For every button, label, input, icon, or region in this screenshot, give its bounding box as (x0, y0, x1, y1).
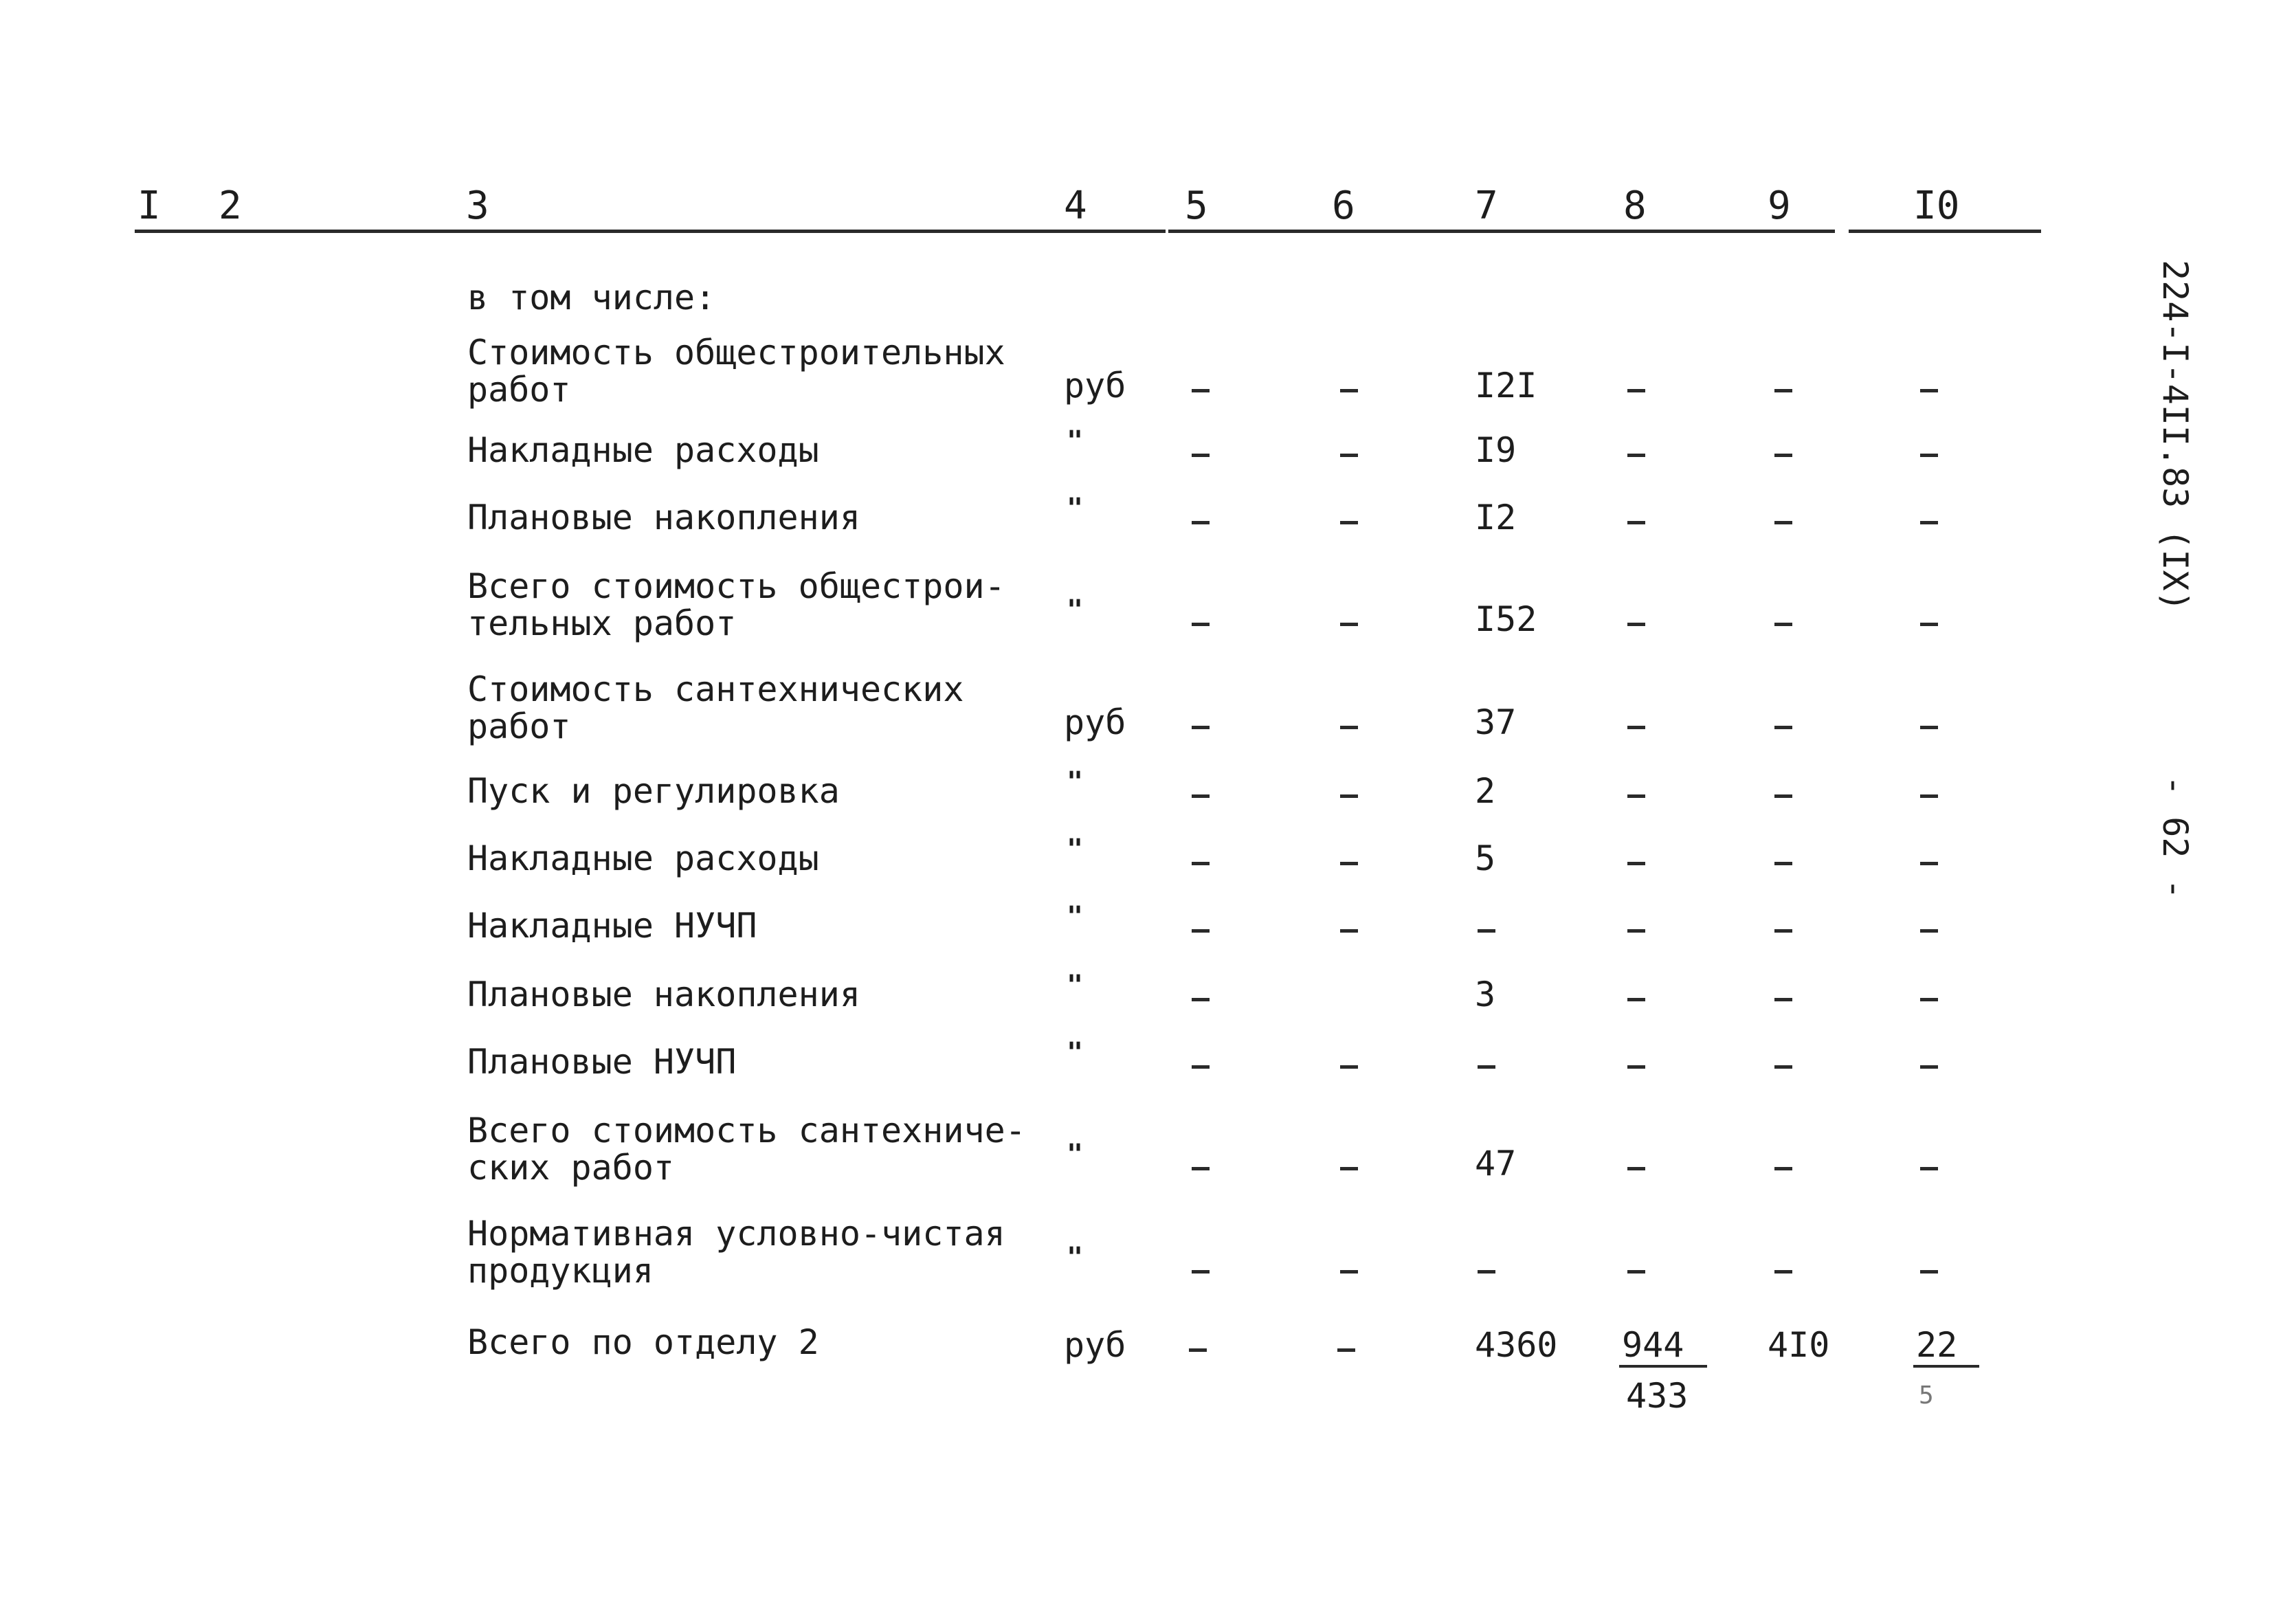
header-col-1: I (137, 183, 161, 228)
dash-mark (1192, 454, 1210, 457)
header-col-8: 8 (1623, 183, 1647, 228)
header-col-4: 4 (1064, 183, 1087, 228)
row-label: Накладные НУЧП (467, 906, 757, 946)
dash-mark (1478, 929, 1495, 933)
dash-mark (1774, 1167, 1792, 1170)
dash-mark (1627, 1065, 1645, 1069)
row-unit: руб (1064, 702, 1126, 742)
total-c8-fraction-line (1619, 1365, 1707, 1368)
row-label: Всего стоимость общестрои-тельных работ (467, 566, 1005, 643)
row-value-c7: 47 (1475, 1144, 1517, 1183)
total-c10-bottom: 5 (1919, 1381, 1934, 1410)
row-value-c7: I2I (1475, 366, 1537, 405)
dash-mark (1920, 623, 1938, 626)
row-label: Нормативная условно-чистая продукция (467, 1214, 1005, 1291)
dash-mark (1340, 929, 1358, 933)
dash-mark (1192, 794, 1210, 798)
row-unit: " (1067, 970, 1084, 1001)
header-col-9: 9 (1768, 183, 1791, 228)
page-number: - 62 - (2155, 775, 2195, 900)
total-c10-top: 22 (1916, 1325, 1958, 1365)
dash-mark (1920, 862, 1938, 865)
dash-mark (1920, 1167, 1938, 1170)
dash-mark (1340, 862, 1358, 865)
dash-mark (1920, 1065, 1938, 1069)
total-c7: 4360 (1475, 1325, 1558, 1365)
dash-mark (1774, 454, 1792, 457)
dash-mark (1774, 1270, 1792, 1273)
row-value-c7: 3 (1475, 975, 1496, 1014)
dash-mark (1340, 1065, 1358, 1069)
dash-mark (1192, 521, 1210, 524)
dash-mark (1774, 794, 1792, 798)
row-value-c7: 2 (1475, 771, 1496, 811)
row-unit: " (1067, 425, 1084, 457)
header-rule (135, 230, 1166, 233)
dash-mark (1920, 454, 1938, 457)
dash-mark (1774, 929, 1792, 933)
dash-mark (1192, 726, 1210, 729)
dash-mark (1774, 726, 1792, 729)
row-label: Всего стоимость сантехниче-ских работ (467, 1111, 1026, 1188)
dash-mark (1192, 929, 1210, 933)
row-label: Плановые НУЧП (467, 1042, 737, 1082)
dash-mark (1627, 862, 1645, 865)
row-value-c7: I2 (1475, 498, 1517, 537)
dash-mark (1340, 623, 1358, 626)
total-c6-dash (1337, 1348, 1355, 1352)
dash-mark (1340, 1167, 1358, 1170)
dash-mark (1774, 1065, 1792, 1069)
dash-mark (1192, 998, 1210, 1001)
dash-mark (1920, 929, 1938, 933)
dash-mark (1774, 998, 1792, 1001)
row-label: Стоимость сантехнических работ (467, 669, 964, 746)
row-unit: " (1067, 834, 1084, 865)
dash-mark (1920, 521, 1938, 524)
dash-mark (1920, 794, 1938, 798)
dash-mark (1192, 1065, 1210, 1069)
total-c9: 4I0 (1768, 1325, 1830, 1365)
row-unit: " (1067, 1242, 1084, 1273)
dash-mark (1192, 1270, 1210, 1273)
row-unit: " (1067, 901, 1084, 933)
total-label: Всего по отделу 2 (467, 1322, 819, 1362)
dash-mark (1340, 1270, 1358, 1273)
dash-mark (1340, 454, 1358, 457)
row-unit: " (1067, 493, 1084, 524)
dash-mark (1627, 1167, 1645, 1170)
dash-mark (1774, 623, 1792, 626)
dash-mark (1920, 389, 1938, 392)
dash-mark (1478, 1065, 1495, 1069)
dash-mark (1340, 726, 1358, 729)
header-col-3: 3 (466, 183, 489, 228)
total-c8-top: 944 (1622, 1325, 1684, 1365)
header-col-2: 2 (219, 183, 242, 228)
dash-mark (1774, 389, 1792, 392)
row-label: Плановые накопления (467, 975, 860, 1014)
row-label: Плановые накопления (467, 498, 860, 537)
dash-mark (1627, 929, 1645, 933)
dash-mark (1627, 1270, 1645, 1273)
total-c10-fraction-line (1913, 1365, 1979, 1368)
dash-mark (1920, 726, 1938, 729)
header-col-6: 6 (1332, 183, 1355, 228)
dash-mark (1627, 726, 1645, 729)
row-value-c7: 37 (1475, 702, 1517, 742)
dash-mark (1774, 862, 1792, 865)
row-label: Пуск и регулировка (467, 771, 840, 811)
section-intro: в том числе: (467, 278, 716, 318)
total-c8-bottom: 433 (1626, 1376, 1689, 1416)
header-rule (1168, 230, 1835, 233)
dash-mark (1627, 454, 1645, 457)
row-unit: руб (1064, 366, 1126, 405)
document-code: 224-I-4II.83 (IX) (2155, 260, 2195, 612)
header-rule (1849, 230, 2041, 233)
dash-mark (1340, 794, 1358, 798)
header-col-10: I0 (1913, 183, 1960, 228)
dash-mark (1627, 389, 1645, 392)
dash-mark (1627, 623, 1645, 626)
row-value-c7: 5 (1475, 838, 1496, 878)
dash-mark (1192, 1167, 1210, 1170)
row-unit: " (1067, 1037, 1084, 1069)
dash-mark (1340, 389, 1358, 392)
total-c5-dash (1189, 1348, 1207, 1352)
row-value-c7: I52 (1475, 599, 1537, 639)
total-unit: руб (1064, 1325, 1126, 1365)
row-label: Стоимость общестроительных работ (467, 333, 1005, 410)
row-unit: " (1067, 594, 1084, 626)
dash-mark (1478, 1270, 1495, 1273)
row-unit: " (1067, 766, 1084, 798)
dash-mark (1774, 521, 1792, 524)
dash-mark (1192, 623, 1210, 626)
dash-mark (1627, 521, 1645, 524)
row-label: Накладные расходы (467, 430, 819, 470)
dash-mark (1920, 998, 1938, 1001)
header-col-5: 5 (1185, 183, 1208, 228)
dash-mark (1627, 794, 1645, 798)
dash-mark (1627, 998, 1645, 1001)
row-value-c7: I9 (1475, 430, 1517, 470)
dash-mark (1192, 862, 1210, 865)
row-label: Накладные расходы (467, 838, 819, 878)
dash-mark (1920, 1270, 1938, 1273)
row-unit: " (1067, 1139, 1084, 1170)
header-col-7: 7 (1475, 183, 1498, 228)
dash-mark (1192, 389, 1210, 392)
dash-mark (1340, 521, 1358, 524)
